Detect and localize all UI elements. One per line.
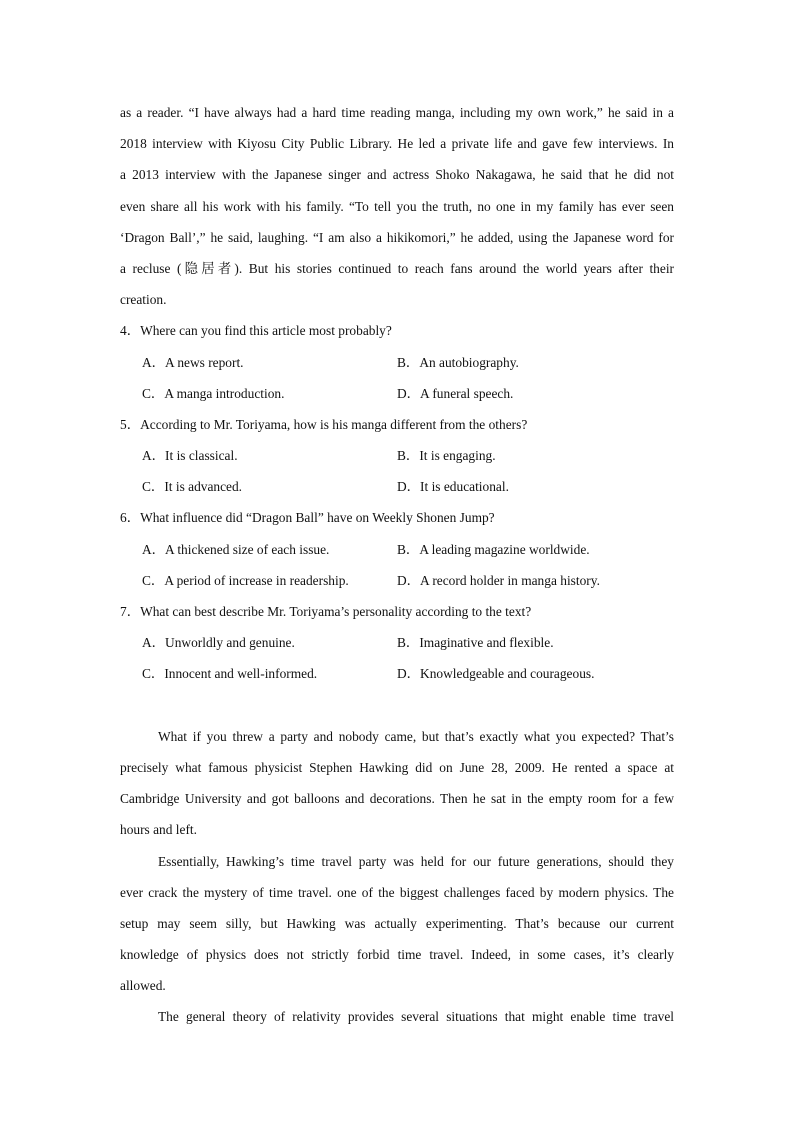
option-a: A．A thickened size of each issue. <box>142 541 330 557</box>
text-line: The general theory of relativity provides several situations that might enable time travel <box>158 1009 674 1025</box>
option-b: B．A leading magazine worldwide. <box>397 541 590 557</box>
option-c: C．It is advanced. <box>142 479 243 495</box>
passage-2 <box>120 721 674 1033</box>
question-stem: 4．Where can you find this article most probably? <box>120 323 392 339</box>
text-line: 2018 interview with Kiyosu City Public Library. He led a private life and gave few interviews. In <box>120 136 674 152</box>
text-line: allowed. <box>120 978 166 994</box>
question-7 <box>120 596 674 690</box>
option-b: B．Imaginative and flexible. <box>397 635 554 651</box>
text-line: ‘Dragon Ball’,” he said, laughing. “I am also a hikikomori,” he added, using the Japanese word for <box>120 229 674 245</box>
text-line: setup may seem silly, but Hawking was actually experimenting. That’s because our current <box>120 915 674 931</box>
text-line: ever crack the mystery of time travel. one of the biggest challenges faced by modern physics. The <box>120 884 674 900</box>
text-line: What if you threw a party and nobody came, but that’s exactly what you expected? That’s <box>158 728 674 744</box>
text-line: hours and left. <box>120 822 197 838</box>
text-line: creation. <box>120 292 167 308</box>
question-5 <box>120 409 674 503</box>
option-d: D．A record holder in manga history. <box>397 572 600 588</box>
paragraph <box>120 721 674 846</box>
text-line: a 2013 interview with the Japanese singer and actress Shoko Nakagawa, he said that he did not <box>120 167 674 183</box>
document-page <box>120 97 674 1033</box>
option-b: B．An autobiography. <box>397 354 519 370</box>
question-stem: 6．What influence did “Dragon Ball” have on Weekly Shonen Jump? <box>120 510 495 526</box>
passage-1 <box>120 97 674 315</box>
option-d: D．Knowledgeable and courageous. <box>397 666 595 682</box>
option-c: C．A period of increase in readership. <box>142 572 349 588</box>
option-d: D．A funeral speech. <box>397 385 514 401</box>
option-b: B．It is engaging. <box>397 448 496 464</box>
question-4 <box>120 315 674 409</box>
text-line: even share all his work with his family. “To tell you the truth, no one in my family has ever seen <box>120 198 674 214</box>
text-line: Cambridge University and got balloons and decorations. Then he sat in the empty room for a few <box>120 791 674 807</box>
option-a: A．Unworldly and genuine. <box>142 635 295 651</box>
paragraph <box>120 846 674 1002</box>
text-line: as a reader. “I have always had a hard time reading manga, including my own work,” he said in a <box>120 105 674 120</box>
option-c: C．Innocent and well-informed. <box>142 666 318 682</box>
option-d: D．It is educational. <box>397 479 509 495</box>
text-line: a recluse (隐居者). But his stories continued to reach fans around the world years after their <box>120 260 674 276</box>
text-line: knowledge of physics does not strictly forbid time travel. Indeed, in some cases, it’s clearly <box>120 947 674 963</box>
paragraph <box>120 1001 674 1032</box>
question-stem: 5．According to Mr. Toriyama, how is his manga different from the others? <box>120 416 528 432</box>
question-6 <box>120 502 674 596</box>
option-c: C．A manga introduction. <box>142 385 285 401</box>
question-stem: 7．What can best describe Mr. Toriyama’s personality according to the text? <box>120 604 532 619</box>
option-a: A．It is classical. <box>142 448 238 464</box>
text-line: Essentially, Hawking’s time travel party was held for our future generations, should they <box>158 853 674 869</box>
option-a: A．A news report. <box>142 354 244 370</box>
text-line: precisely what famous physicist Stephen Hawking did on June 28, 2009. He rented a space at <box>120 759 674 775</box>
